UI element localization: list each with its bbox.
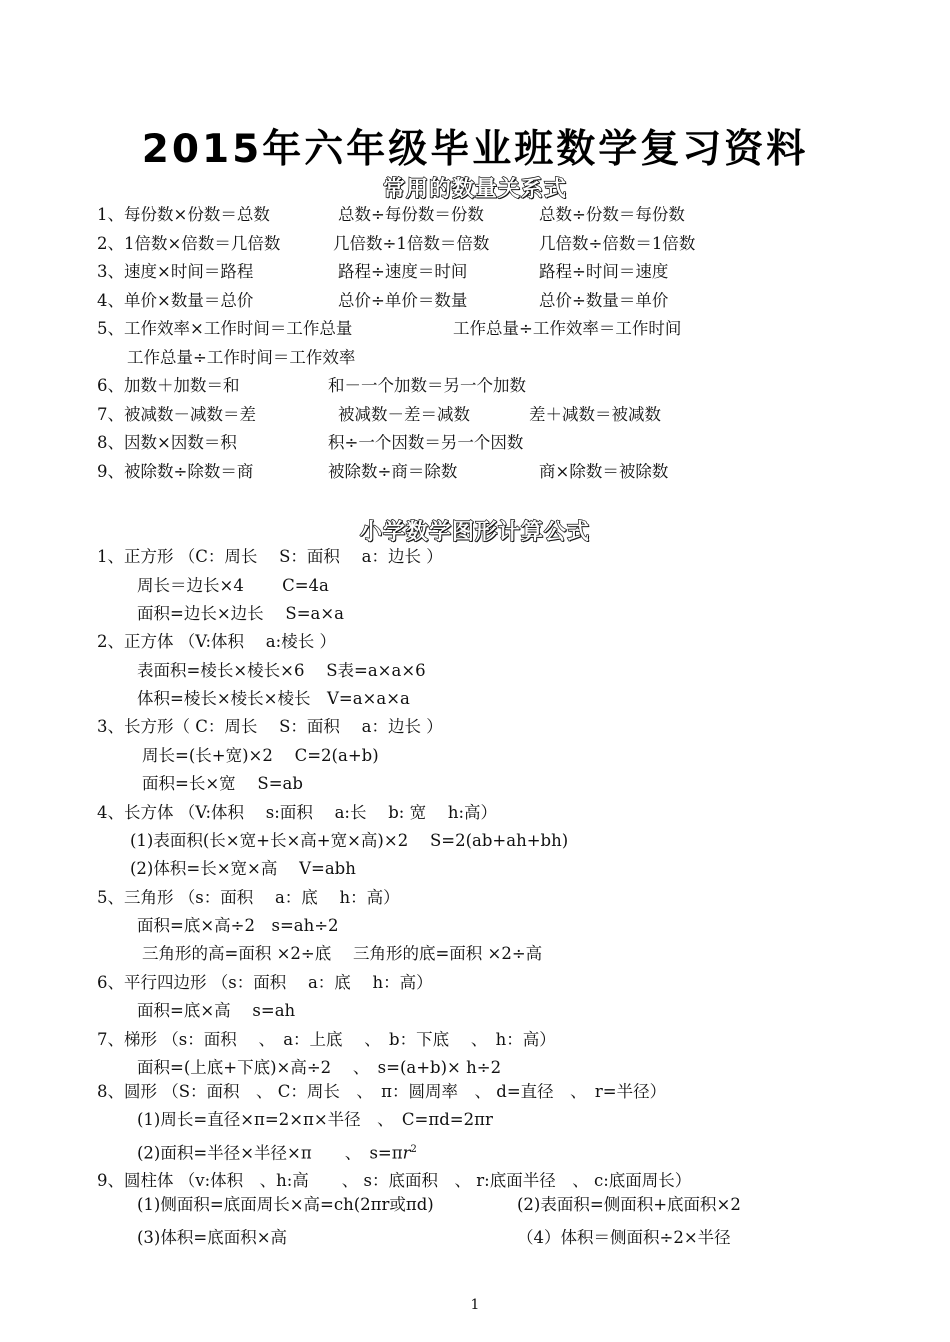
formula-line: 8、圆形 （S：面积 、 C：周长 、 π：圆周率 、 d=直径 、 r=半径） [97, 1082, 667, 1101]
relation-3b: 路程÷速度＝时间 [338, 262, 468, 281]
formula-line: 面积=(上底+下底)×高÷2 、 s=(a+b)× h÷2 [137, 1058, 502, 1077]
formula-text: (2)面积=半径×半径×π 、 s=π [137, 1143, 403, 1163]
formula-line: 5、三角形 （s：面积 a：底 h：高） [97, 888, 400, 907]
relation-7a: 7、被减数－减数＝差 [97, 405, 256, 424]
formula-line: 周长=(长+宽)×2 C=2(a+b) [142, 746, 379, 765]
page-number: 1 [470, 1297, 480, 1313]
formula-line: 3、长方形（ C：周长 S：面积 a：边长 ） [97, 717, 443, 736]
section-heading-quantity-relations: 常用的数量关系式 [382, 177, 567, 202]
formula-line: 三角形的高=面积 ×2÷底 三角形的底=面积 ×2÷高 [142, 944, 543, 963]
formula-line: 1、正方形 （C：周长 S：面积 a：边长 ） [97, 547, 443, 566]
relation-4a: 4、单价×数量＝总价 [97, 291, 254, 310]
formula-line: 2、正方体 （V:体积 a:棱长 ） [97, 632, 336, 651]
section-heading-geometry-formulas: 小学数学图形计算公式 [359, 520, 590, 545]
formula-line: 面积=边长×边长 S=a×a [137, 604, 345, 623]
relation-6b: 和－一个加数＝另一个加数 [328, 376, 526, 395]
formula-line: 面积=底×高 s=ah [137, 1001, 296, 1020]
formula-line: 9、圆柱体 （v:体积 、h:高 、 s：底面积 、 r:底面半径 、 c:底面周长） [97, 1171, 692, 1190]
relation-4b: 总价÷单价＝数量 [338, 291, 468, 310]
relation-1a: 1、每份数×份数＝总数 [97, 205, 270, 224]
formula-line: (1)周长=直径×π=2×π×半径 、 C=πd=2πr [137, 1110, 493, 1129]
relation-8b: 积÷一个因数＝另一个因数 [328, 433, 524, 452]
relation-2a: 2、1倍数×倍数＝几倍数 [97, 234, 281, 253]
relation-6a: 6、加数＋加数＝和 [97, 376, 240, 395]
relation-9b: 被除数÷商＝除数 [328, 462, 458, 481]
formula-line: 表面积=棱长×棱长×6 S表=a×a×6 [137, 661, 426, 680]
formula-line: 7、梯形 （s：面积 、 a：上底 、 b：下底 、 h：高） [97, 1030, 556, 1049]
formula-line: 周长＝边长×4 C=4a [137, 576, 329, 595]
relation-4c: 总价÷数量＝单价 [539, 291, 669, 310]
formula-line: 面积=长×宽 S=ab [142, 774, 303, 793]
formula-line: 6、平行四边形 （s：面积 a：底 h：高） [97, 973, 433, 992]
formula-line: 面积=底×高÷2 s=ah÷2 [137, 916, 339, 935]
radius-symbol: r [402, 1143, 411, 1163]
formula-line: (3)体积=底面积×高 [137, 1228, 288, 1247]
relation-7b: 被减数－差＝减数 [338, 405, 470, 424]
formula-line: （4）体积＝侧面积÷2×半径 [517, 1228, 731, 1247]
relation-3c: 路程÷时间＝速度 [539, 262, 669, 281]
relation-3a: 3、速度×时间＝路程 [97, 262, 254, 281]
relation-1b: 总数÷每份数＝份数 [338, 205, 484, 224]
formula-line: (1)表面积(长×宽+长×高+宽×高)×2 S=2(ab+ah+bh) [130, 831, 569, 850]
formula-line: (2)体积=长×宽×高 V=abh [130, 859, 356, 878]
formula-line: (1)侧面积=底面周长×高=ch(2πr或πd) [137, 1195, 434, 1214]
relation-5b: 工作总量÷工作效率＝工作时间 [453, 319, 682, 338]
relation-2c: 几倍数÷倍数＝1倍数 [539, 234, 696, 253]
formula-line-circle-area [137, 1139, 417, 1165]
relation-2b: 几倍数÷1倍数＝倍数 [333, 234, 490, 253]
relation-8a: 8、因数×因数＝积 [97, 433, 237, 452]
relation-5a: 5、工作效率×工作时间＝工作总量 [97, 319, 353, 338]
formula-line: 4、长方体 （V:体积 s:面积 a:长 b: 宽 h:高） [97, 803, 498, 822]
document-title: 2015年六年级毕业班数学复习资料 [141, 127, 809, 172]
relation-7c: 差＋减数＝被减数 [529, 405, 661, 424]
formula-line: (2)表面积=侧面积+底面积×2 [517, 1195, 741, 1214]
relation-5c: 工作总量÷工作时间＝工作效率 [127, 348, 356, 367]
relation-9c: 商×除数＝被除数 [539, 462, 669, 481]
formula-line: 体积=棱长×棱长×棱长 V=a×a×a [137, 689, 410, 708]
relation-1c: 总数÷份数＝每份数 [539, 205, 685, 224]
exponent: 2 [410, 1144, 417, 1155]
relation-9a: 9、被除数÷除数＝商 [97, 462, 254, 481]
